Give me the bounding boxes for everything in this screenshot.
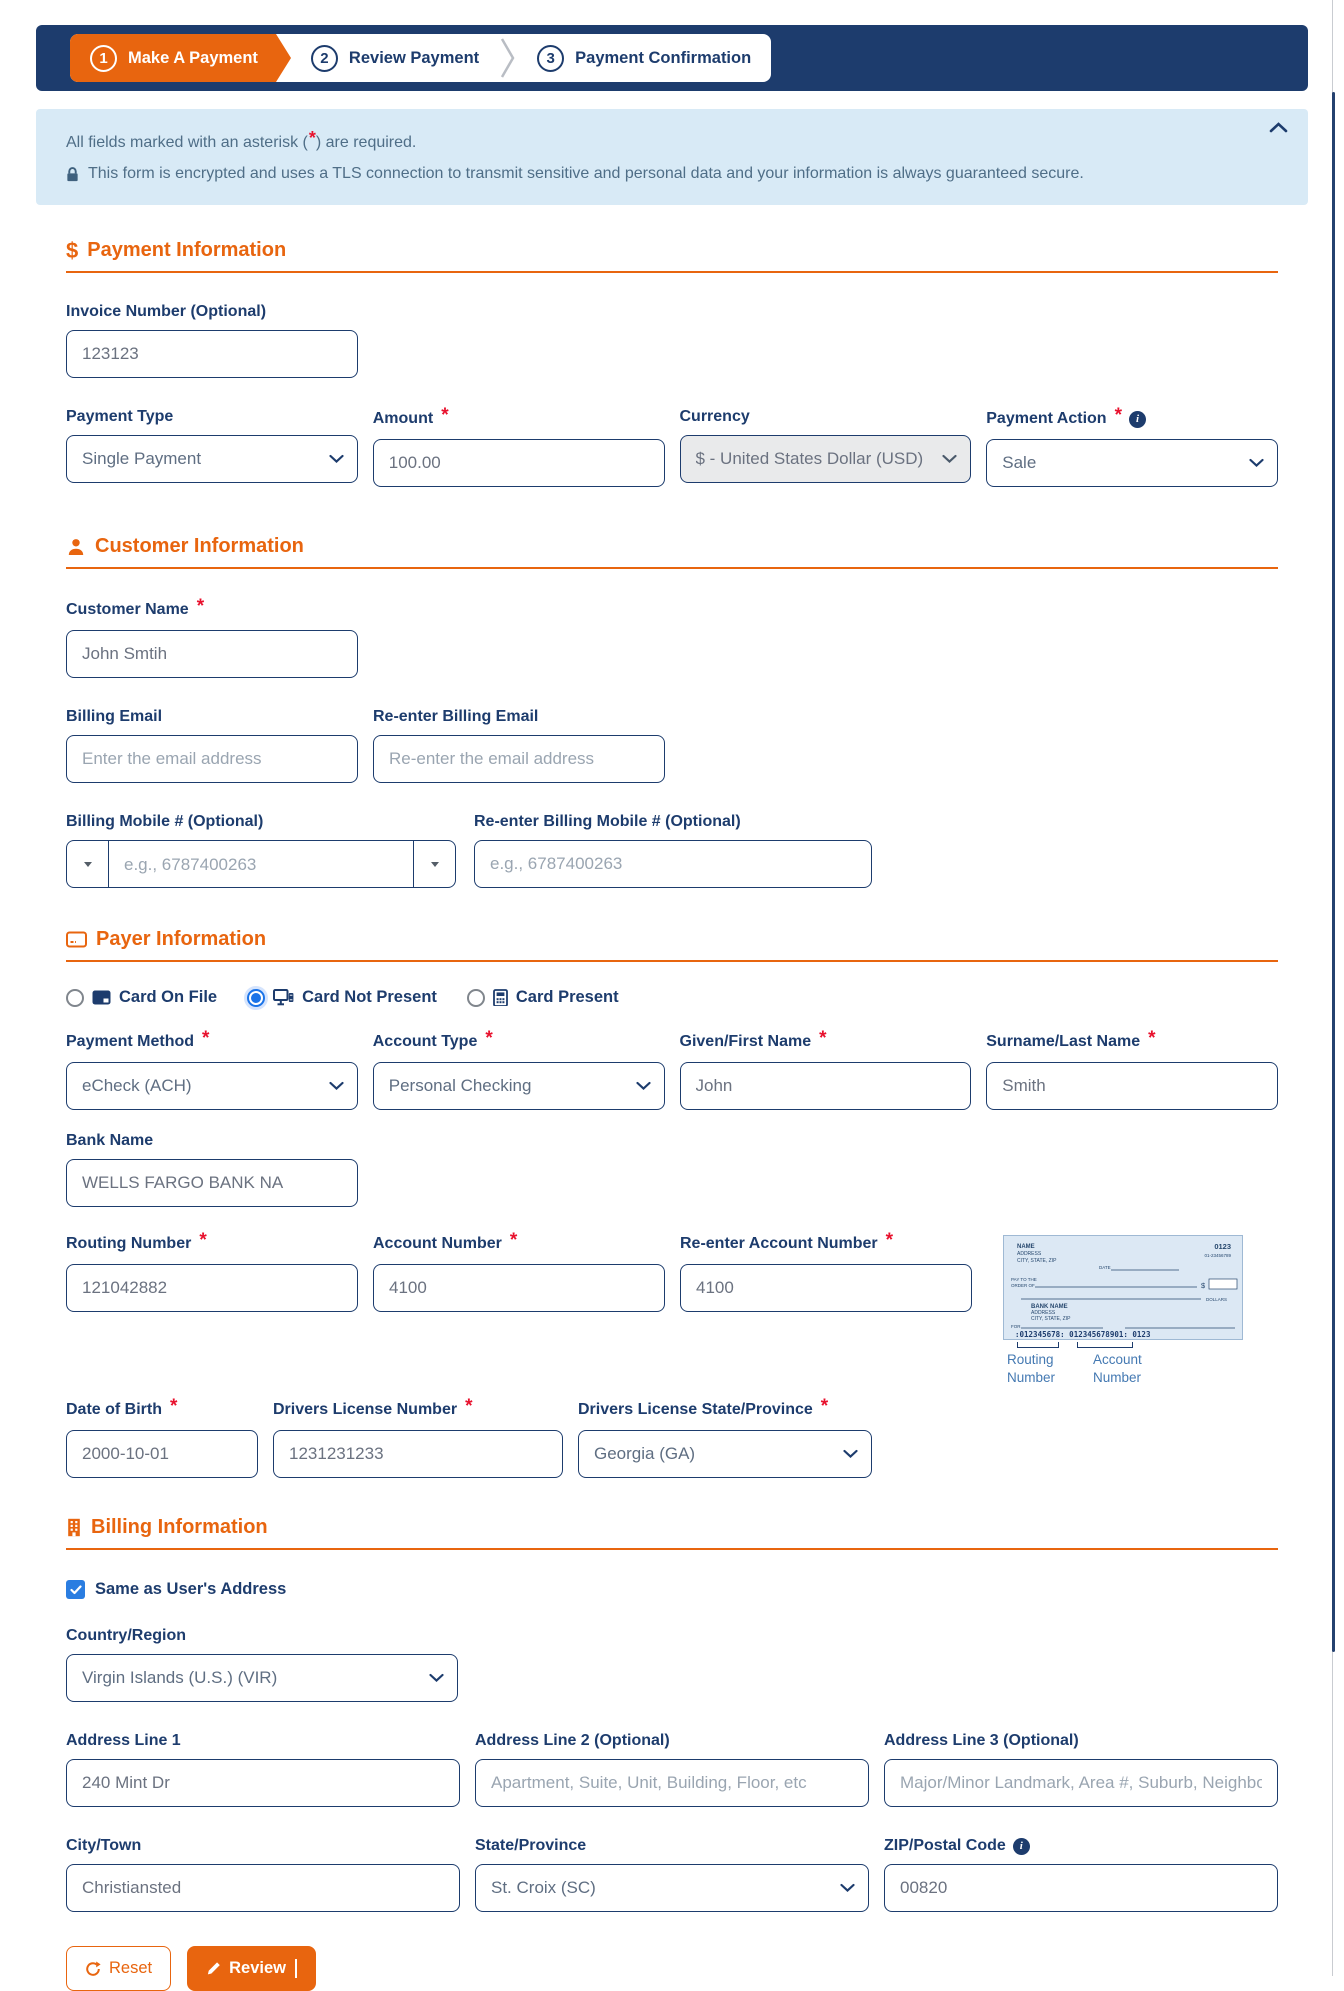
radio-circle: [467, 989, 485, 1007]
account-number-label: Account Number *: [373, 1230, 518, 1252]
account-type-field: [372, 1028, 665, 1110]
chevron-up-icon[interactable]: [1269, 122, 1288, 133]
payment-action-select[interactable]: Sale: [986, 439, 1278, 487]
drivers-license-number-label: Drivers License Number *: [273, 1396, 473, 1419]
routing-number-field: [66, 1230, 358, 1312]
drivers-license-state-field: [578, 1396, 872, 1478]
svg-text:CITY, STATE, ZIP: CITY, STATE, ZIP: [1017, 1258, 1057, 1264]
reenter-account-number-label: Re-enter Account Number *: [680, 1230, 894, 1252]
address-line-3-label: Address Line 3 (Optional): [884, 1732, 1079, 1750]
radio-card-on-file[interactable]: Card On File: [66, 988, 217, 1007]
billing-mobile-label: Billing Mobile # (Optional): [66, 813, 264, 830]
country-field: [66, 1627, 458, 1702]
payment-information-header: [66, 239, 1278, 273]
checkbox-checked-icon: [66, 1580, 85, 1599]
info-icon[interactable]: i: [1129, 411, 1146, 428]
first-name-label: Given/First Name *: [679, 1028, 827, 1050]
chevron-down-icon: [329, 455, 344, 464]
micr-brackets: [1003, 1342, 1243, 1350]
asterisk: *: [819, 1028, 827, 1049]
payment-action-field: [986, 405, 1278, 487]
radio-circle: [66, 989, 84, 1007]
drivers-license-number-field: [273, 1396, 563, 1478]
address-line-1-label: Address Line 1: [66, 1732, 181, 1750]
payment-action-label: Payment Action * i: [986, 408, 1278, 430]
building-icon: [66, 1518, 82, 1537]
svg-text:PAY TO THE: PAY TO THE: [1011, 1277, 1037, 1282]
check-sample-figure: [1003, 1235, 1243, 1387]
city-label: City/Town: [66, 1837, 142, 1855]
section-title: Customer Information: [95, 535, 304, 557]
svg-text:DOLLARS: DOLLARS: [1206, 1297, 1228, 1302]
chevron-right-icon: [500, 36, 516, 80]
svg-text:NAME: NAME: [1017, 1244, 1035, 1250]
svg-text:ADDRESS: ADDRESS: [1017, 1251, 1042, 1257]
dollar-icon: $: [66, 237, 79, 263]
tab-review-payment[interactable]: [291, 45, 499, 72]
address-line-3-field: [884, 1732, 1278, 1807]
asterisk: *: [1114, 405, 1122, 426]
amount-field: [372, 405, 665, 487]
billing-mobile-input[interactable]: [109, 841, 413, 888]
bank-name-field: [66, 1132, 358, 1207]
dob-input[interactable]: [66, 1430, 258, 1478]
section-title: Billing Information: [91, 1516, 268, 1539]
asterisk: *: [509, 1230, 518, 1251]
routing-number-caption: Routing Number: [1007, 1352, 1056, 1386]
asterisk: *: [485, 1028, 493, 1049]
review-button[interactable]: Review: [187, 1946, 316, 1991]
last-name-field: [986, 1028, 1278, 1110]
payment-type-select[interactable]: Single Payment: [66, 435, 358, 483]
dob-field: [66, 1396, 258, 1478]
svg-text:DATE: DATE: [1099, 1265, 1111, 1270]
asterisk: *: [199, 1230, 207, 1251]
reenter-account-number-input[interactable]: [680, 1264, 972, 1312]
address-line-2-label: Address Line 2 (Optional): [475, 1732, 670, 1750]
svg-text:ORDER OF: ORDER OF: [1011, 1283, 1035, 1288]
state-label: State/Province: [475, 1837, 587, 1855]
phone-country-select[interactable]: [67, 841, 109, 887]
account-type-select[interactable]: Personal Checking: [373, 1062, 665, 1110]
last-name-input[interactable]: [986, 1062, 1278, 1110]
payment-method-select[interactable]: eCheck (ACH): [66, 1062, 358, 1110]
first-name-input[interactable]: [680, 1062, 972, 1110]
drivers-license-state-label: Drivers License State/Province *: [578, 1396, 829, 1419]
svg-text:BANK NAME: BANK NAME: [1031, 1304, 1068, 1310]
invoice-number-field: [66, 303, 358, 378]
tab-make-a-payment[interactable]: [70, 34, 291, 82]
credit-card-icon: [66, 931, 87, 948]
country-label: Country/Region: [66, 1627, 186, 1645]
section-title: Payment Information: [87, 239, 287, 261]
amount-input[interactable]: [373, 439, 665, 487]
svg-text:CITY, STATE, ZIP: CITY, STATE, ZIP: [1031, 1316, 1071, 1322]
chevron-down-icon: [329, 1082, 344, 1091]
security-note: This form is encrypted and uses a TLS connection to transmit sensitive and personal data and your information is always guaranteed secure.: [66, 165, 1278, 183]
country-select[interactable]: Virgin Islands (U.S.) (VIR): [66, 1654, 458, 1702]
reenter-billing-email-label: Re-enter Billing Email: [373, 708, 539, 725]
billing-mobile-field: [66, 813, 456, 888]
caret-down-icon: [84, 862, 92, 867]
address-line-2-input[interactable]: [475, 1759, 869, 1807]
payment-method-label: Payment Method *: [66, 1028, 210, 1050]
check-sample-image: [1003, 1235, 1243, 1340]
zip-label: ZIP/Postal Code i: [884, 1837, 1278, 1855]
person-icon: [66, 537, 86, 557]
card-terminal-icon: [493, 989, 508, 1006]
stepper-bar: [36, 25, 1308, 91]
bank-name-label: Bank Name: [66, 1132, 154, 1149]
account-number-input[interactable]: [373, 1264, 665, 1312]
step-number-badge: 2: [311, 45, 338, 72]
zip-field: [884, 1837, 1278, 1912]
card-presence-radio-group: [66, 988, 1278, 1007]
step-label: Review Payment: [348, 48, 480, 67]
last-name-label: Surname/Last Name *: [986, 1028, 1156, 1050]
refresh-icon: [85, 1961, 101, 1977]
drivers-license-number-input[interactable]: [273, 1430, 563, 1478]
step-number-badge: 3: [537, 45, 564, 72]
billing-information-header: [66, 1516, 1278, 1550]
same-as-user-address-checkbox[interactable]: Same as User's Address: [66, 1580, 1278, 1599]
customer-name-field: [66, 596, 358, 678]
bank-name-input[interactable]: [66, 1159, 358, 1207]
asterisk: *: [1148, 1028, 1156, 1049]
svg-text:01-23456789: 01-23456789: [1204, 1253, 1231, 1258]
first-name-field: [679, 1028, 972, 1110]
payment-method-field: [66, 1028, 358, 1110]
card-on-file-icon: [92, 990, 111, 1005]
account-number-caption: Account Number: [1093, 1352, 1142, 1386]
phone-type-select[interactable]: [413, 841, 455, 887]
step-number-badge: 1: [90, 45, 117, 72]
reenter-billing-mobile-field: [474, 813, 872, 888]
pencil-icon: [206, 1961, 221, 1976]
info-icon[interactable]: i: [1013, 1838, 1030, 1855]
step-arrow: [276, 34, 291, 82]
reenter-billing-mobile-label: Re-enter Billing Mobile # (Optional): [474, 813, 741, 830]
currency-label: Currency: [679, 408, 750, 425]
account-bracket: [1077, 1342, 1133, 1348]
zip-input[interactable]: [884, 1864, 1278, 1912]
step-label: Make A Payment: [128, 48, 258, 67]
billing-email-label: Billing Email: [66, 708, 163, 725]
svg-text:FOR: FOR: [1011, 1324, 1021, 1329]
city-field: [66, 1837, 460, 1912]
account-number-field: [373, 1230, 665, 1312]
chevron-down-icon: [429, 1674, 444, 1683]
radio-card-not-present[interactable]: Card Not Present: [247, 988, 437, 1007]
svg-text:$: $: [1201, 1281, 1206, 1290]
billing-email-input[interactable]: [66, 735, 358, 783]
city-input[interactable]: [66, 1864, 460, 1912]
scrollbar-thumb[interactable]: [1332, 92, 1335, 1652]
routing-number-label: Routing Number *: [66, 1230, 207, 1252]
address-line-1-input[interactable]: [66, 1759, 460, 1807]
account-type-label: Account Type *: [372, 1028, 493, 1050]
asterisk: *: [202, 1028, 210, 1049]
reenter-billing-email-field: [373, 708, 665, 783]
state-select[interactable]: St. Croix (SC): [475, 1864, 869, 1912]
section-title: Payer Information: [96, 928, 267, 950]
asterisk: *: [885, 1230, 894, 1251]
radio-circle-selected: [247, 989, 265, 1007]
required-fields-note: All fields marked with an asterisk (*) are required.: [66, 128, 417, 151]
svg-text::012345678: 012345678901: 0123: :012345678: 012345678901: 0123: [1015, 1330, 1151, 1339]
info-banner: [36, 109, 1308, 205]
svg-text:ADDRESS: ADDRESS: [1031, 1310, 1056, 1316]
lock-icon: [66, 167, 79, 182]
routing-number-input[interactable]: [66, 1264, 358, 1312]
routing-bracket: [1017, 1342, 1059, 1348]
stepper: [70, 34, 771, 82]
asterisk: *: [441, 405, 449, 426]
asterisk: *: [820, 1396, 829, 1418]
currency-field: [680, 408, 972, 483]
invoice-number-label: Invoice Number (Optional): [66, 303, 267, 320]
currency-select: $ - United States Dollar (USD): [680, 435, 972, 483]
billing-email-field: [66, 708, 358, 783]
customer-information-header: [66, 535, 1278, 569]
dob-label: Date of Birth *: [66, 1396, 178, 1419]
address-line-2-field: [475, 1732, 869, 1807]
reenter-billing-email-input[interactable]: [373, 735, 665, 783]
chevron-down-icon: [942, 455, 957, 464]
chevron-down-icon: [843, 1450, 858, 1459]
radio-card-present[interactable]: Card Present: [467, 988, 619, 1007]
address-line-1-field: [66, 1732, 460, 1807]
payment-type-label: Payment Type: [66, 408, 174, 425]
step-label: Payment Confirmation: [575, 48, 752, 67]
address-line-3-input[interactable]: [884, 1759, 1278, 1807]
customer-name-input[interactable]: [66, 630, 358, 678]
asterisk: *: [465, 1396, 473, 1418]
drivers-license-state-select[interactable]: Georgia (GA): [578, 1430, 872, 1478]
svg-text:0123: 0123: [1214, 1242, 1231, 1251]
asterisk: *: [308, 128, 316, 148]
caret-down-icon: [431, 862, 439, 867]
reenter-account-number-field: [680, 1230, 972, 1312]
customer-name-label: Customer Name *: [66, 596, 205, 618]
chevron-down-icon: [840, 1884, 855, 1893]
asterisk: *: [196, 596, 205, 617]
chevron-down-icon: [636, 1082, 651, 1091]
tab-payment-confirmation[interactable]: [517, 45, 771, 72]
amount-label: Amount *: [372, 405, 449, 427]
monitor-card-icon: [273, 989, 294, 1006]
chevron-down-icon: [1249, 459, 1264, 468]
payment-type-field: [66, 408, 358, 483]
reenter-billing-mobile-input[interactable]: [474, 840, 872, 888]
payer-information-header: [66, 928, 1278, 962]
invoice-number-input[interactable]: [66, 330, 358, 378]
state-field: [475, 1837, 869, 1912]
reset-button[interactable]: Reset: [66, 1946, 171, 1991]
asterisk: *: [170, 1396, 178, 1418]
